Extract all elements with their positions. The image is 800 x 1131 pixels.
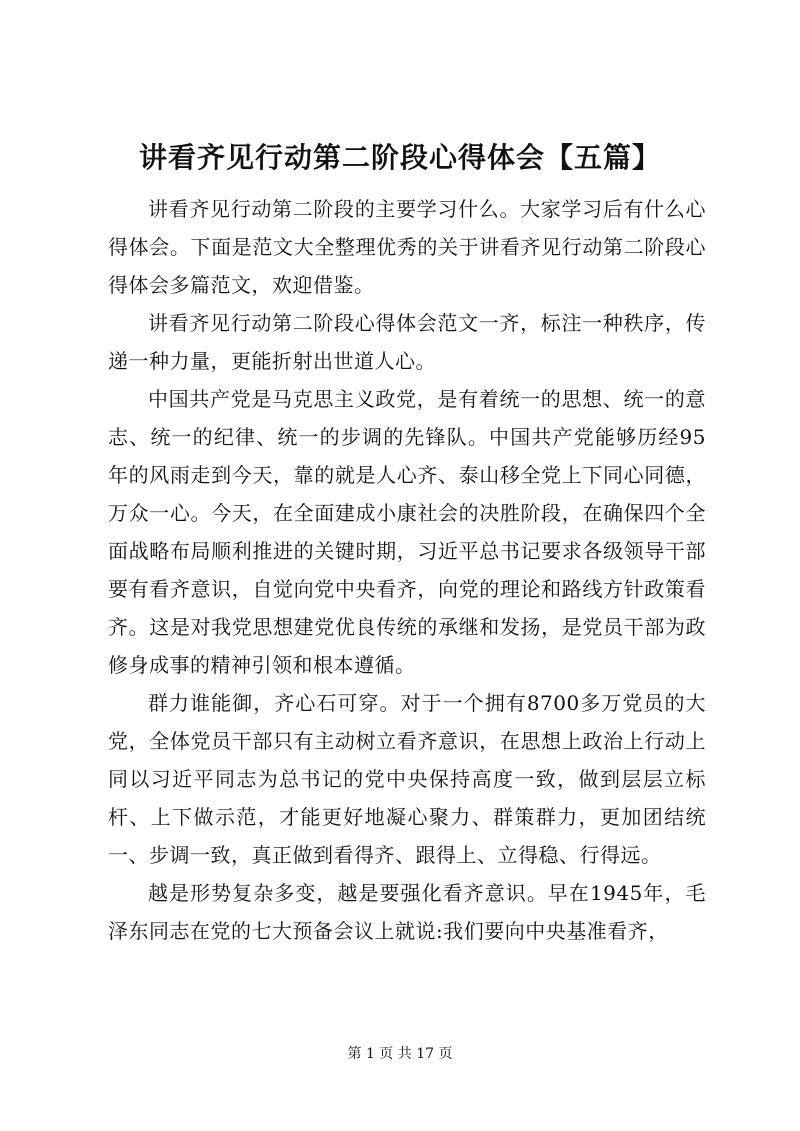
paragraph-essay-one-opening: 讲看齐见行动第二阶段心得体会范文一齐，标注一种秩序，传递一种力量，更能折射出世道人心。 (108, 311, 706, 373)
paragraph-intro: 讲看齐见行动第二阶段的主要学习什么。大家学习后有什么心得体会。下面是范文大全整理优秀的关于讲看齐见行动第二阶段心得体会多篇范文，欢迎借鉴。 (108, 197, 706, 297)
page-number-footer: 第 1 页 共 17 页 (347, 1046, 453, 1062)
paragraph-collective-strength: 群力谁能御，齐心石可穿。对于一个拥有8700多万党员的大党，全体党员干部只有主动树立看齐意识，在思想上政治上行动上同以习近平同志为总书记的党中央保持高度一致，做到层层立标杆、上下做示范，才能更好地凝心聚力、群策群力，更加团结统一、步调一致，真正做到看得齐、跟得上、立得稳、行得远。 (108, 691, 706, 867)
document-title: 讲看齐见行动第二阶段心得体会【五篇】 (138, 141, 661, 174)
paragraph-party-unity: 中国共产党是马克思主义政党，是有着统一的思想、统一的意志、统一的纪律、统一的步调的先锋队。中国共产党能够历经95年的风雨走到今天，靠的就是人心齐、泰山移全党上下同心同德，万众一心。今天，在全面建成小康社会的决胜阶段，在确保四个全面战略布局顺利推进的关键时期，习近平总书记要求各级领导干部要有看齐意识，自觉向党中央看齐，向党的理论和路线方针政策看齐。这是对我党思想建党优良传统的承继和发扬，是党员干部为政修身成事的精神引领和根本遵循。 (108, 387, 706, 677)
paragraph-awareness: 越是形势复杂多变，越是要强化看齐意识。早在1945年，毛泽东同志在党的七大预备会议上就说:我们要向中央基准看齐， (108, 881, 706, 943)
document-body (108, 190, 706, 950)
